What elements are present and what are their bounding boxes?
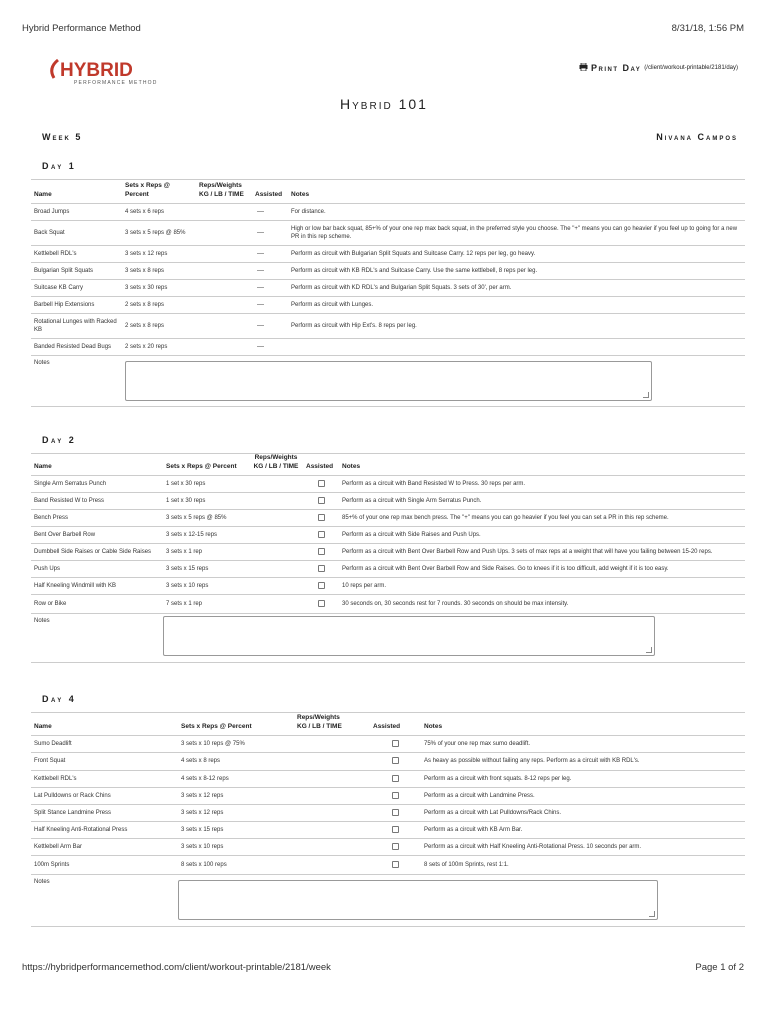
assisted-checkbox[interactable]	[392, 809, 399, 816]
exercise-notes: Perform as circuit with KB RDL's and Suitcase Carry. Use the same kettlebell, 8 reps per leg.	[288, 263, 745, 280]
exercise-name: Back Squat	[31, 221, 122, 246]
assisted-cell	[303, 527, 339, 544]
assisted-cell	[252, 339, 288, 356]
browser-page-title: Hybrid Performance Method	[22, 23, 141, 34]
print-day-label: Print Day	[590, 63, 642, 73]
exercise-name: Bench Press	[31, 510, 163, 527]
col-name: Name	[31, 180, 122, 204]
reps-weights-inputs[interactable]	[294, 839, 370, 856]
exercise-sets: 3 sets x 30 reps	[122, 280, 196, 297]
assisted-checkbox[interactable]	[318, 565, 325, 572]
assisted-cell	[370, 736, 421, 753]
reps-weights-inputs[interactable]	[196, 339, 252, 356]
assisted-checkbox[interactable]	[392, 757, 399, 764]
exercise-notes: Perform as a circuit with Single Arm Serratus Punch.	[339, 493, 745, 510]
exercise-sets: 3 sets x 12-15 reps	[163, 527, 249, 544]
day2-table	[31, 453, 745, 663]
assisted-cell	[303, 578, 339, 595]
col-sets: Sets x Reps @ Percent	[178, 713, 294, 736]
exercise-row	[31, 204, 745, 221]
exercise-row	[31, 839, 745, 856]
exercise-notes: Perform as circuit with Lunges.	[288, 297, 745, 314]
exercise-notes: 30 seconds on, 30 seconds rest for 7 rounds. 30 seconds on should be max intensity.	[339, 595, 745, 614]
exercise-notes: Perform as a circuit with front squats. 8-12 reps per leg.	[421, 771, 745, 788]
reps-weights-inputs[interactable]	[249, 578, 303, 595]
reps-weights-inputs[interactable]	[294, 822, 370, 839]
assisted-cell	[370, 771, 421, 788]
exercise-notes: 75% of your one rep max sumo deadlift.	[421, 736, 745, 753]
printer-icon	[579, 63, 588, 73]
col-reps-weights: Reps/Weights KG / LB / TIME	[294, 713, 370, 736]
day4-table	[31, 712, 745, 927]
col-assisted: Assisted	[303, 454, 339, 476]
exercise-notes: As heavy as possible without failing any reps. Perform as a circuit with KB RDL's.	[421, 753, 745, 771]
assisted-checkbox[interactable]	[392, 740, 399, 747]
logo-word: HYBRID	[60, 60, 133, 81]
exercise-sets: 3 sets x 1 rep	[163, 544, 249, 561]
exercise-name: Front Squat	[31, 753, 178, 771]
exercise-name: Split Stance Landmine Press	[31, 805, 178, 822]
exercise-notes: Perform as a circuit with Bent Over Barbell Row and Push Ups. 3 sets of max reps at a weight that will have you failing between 15-20 reps.	[339, 544, 745, 561]
page-url: https://hybridperformancemethod.com/client/workout-printable/2181/week	[22, 962, 331, 973]
reps-weights-inputs[interactable]	[294, 856, 370, 875]
exercise-row	[31, 527, 745, 544]
reps-weights-inputs[interactable]	[196, 314, 252, 339]
exercise-name: Half Kneeling Anti-Rotational Press	[31, 822, 178, 839]
logo-mark-icon	[46, 56, 166, 86]
col-notes: Notes	[288, 180, 745, 204]
exercise-row	[31, 280, 745, 297]
exercise-notes: 8 sets of 100m Sprints, rest 1:1.	[421, 856, 745, 875]
exercise-sets: 3 sets x 15 reps	[163, 561, 249, 578]
assisted-checkbox[interactable]	[318, 531, 325, 538]
exercise-notes: Perform as circuit with Hip Ext's. 8 reps per leg.	[288, 314, 745, 339]
exercise-sets: 3 sets x 12 reps	[178, 788, 294, 805]
exercise-sets: 8 sets x 100 reps	[178, 856, 294, 875]
exercise-name: Bulgarian Split Squats	[31, 263, 122, 280]
exercise-sets: 2 sets x 8 reps	[122, 314, 196, 339]
reps-weights-inputs[interactable]	[294, 788, 370, 805]
hybrid-logo[interactable]	[46, 56, 166, 86]
exercise-notes: Perform as a circuit with Band Resisted W to Press. 30 reps per arm.	[339, 476, 745, 493]
exercise-sets: 2 sets x 8 reps	[122, 297, 196, 314]
reps-weights-inputs[interactable]	[249, 527, 303, 544]
assisted-cell	[252, 314, 288, 339]
exercise-row	[31, 822, 745, 839]
col-reps-weights: Reps/Weights KG / LB / TIME	[249, 454, 303, 476]
assisted-checkbox[interactable]: —	[257, 301, 264, 309]
assisted-cell	[252, 204, 288, 221]
assisted-checkbox[interactable]: —	[257, 322, 264, 330]
exercise-notes	[288, 339, 745, 356]
assisted-cell	[303, 476, 339, 493]
exercise-notes: Perform as a circuit with Lat Pulldowns/Rack Chins.	[421, 805, 745, 822]
exercise-row	[31, 595, 745, 614]
assisted-cell	[303, 544, 339, 561]
exercise-row	[31, 578, 745, 595]
exercise-name: Kettlebell Arm Bar	[31, 839, 178, 856]
exercise-notes: Perform as a circuit with Bent Over Barbell Row and Side Raises. Go to knees if it is too difficult, add weight if it is too easy.	[339, 561, 745, 578]
assisted-cell	[370, 753, 421, 771]
reps-weights-inputs[interactable]	[249, 493, 303, 510]
assisted-checkbox[interactable]	[318, 514, 325, 521]
logo-subtitle: PERFORMANCE METHOD	[74, 80, 158, 86]
col-sets: Sets x Reps @ Percent	[163, 454, 249, 476]
reps-weights-inputs[interactable]	[249, 476, 303, 493]
reps-weights-inputs[interactable]	[249, 544, 303, 561]
exercise-notes: Perform as circuit with KD RDL's and Bulgarian Split Squats. 3 sets of 30', per arm.	[288, 280, 745, 297]
exercise-name: Bent Over Barbell Row	[31, 527, 163, 544]
exercise-sets: 4 sets x 6 reps	[122, 204, 196, 221]
resize-grip-icon	[643, 392, 649, 398]
exercise-row	[31, 339, 745, 356]
assisted-checkbox[interactable]: —	[257, 208, 264, 216]
exercise-name: Band Resisted W to Press	[31, 493, 163, 510]
exercise-row	[31, 493, 745, 510]
exercise-row	[31, 314, 745, 339]
exercise-sets: 3 sets x 12 reps	[122, 246, 196, 263]
exercise-sets: 3 sets x 12 reps	[178, 805, 294, 822]
exercise-sets: 3 sets x 10 reps @ 75%	[178, 736, 294, 753]
exercise-sets: 4 sets x 8 reps	[178, 753, 294, 771]
page-number: Page 1 of 2	[695, 962, 744, 973]
reps-weights-inputs[interactable]	[294, 753, 370, 771]
exercise-row	[31, 771, 745, 788]
assisted-checkbox[interactable]: —	[257, 284, 264, 292]
col-notes: Notes	[421, 713, 745, 736]
assisted-checkbox[interactable]	[392, 826, 399, 833]
exercise-row	[31, 476, 745, 493]
exercise-name: Barbell Hip Extensions	[31, 297, 122, 314]
resize-grip-icon	[646, 647, 652, 653]
assisted-checkbox[interactable]	[392, 861, 399, 868]
exercise-sets: 1 set x 30 reps	[163, 493, 249, 510]
day4-notes-textarea[interactable]	[178, 880, 658, 920]
assisted-checkbox[interactable]: —	[257, 343, 264, 351]
day4-label: Day 4	[42, 694, 77, 704]
exercise-notes: Perform as circuit with Bulgarian Split Squats and Suitcase Carry. 12 reps per leg, go heavy.	[288, 246, 745, 263]
exercise-name: Suitcase KB Carry	[31, 280, 122, 297]
assisted-checkbox[interactable]: —	[257, 229, 264, 237]
exercise-row	[31, 856, 745, 875]
exercise-name: Half Kneeling Windmill with KB	[31, 578, 163, 595]
exercise-row	[31, 788, 745, 805]
exercise-sets: 2 sets x 20 reps	[122, 339, 196, 356]
assisted-checkbox[interactable]	[392, 792, 399, 799]
reps-weights-inputs[interactable]	[196, 263, 252, 280]
reps-weights-inputs[interactable]	[249, 561, 303, 578]
exercise-sets: 3 sets x 15 reps	[178, 822, 294, 839]
reps-weights-inputs[interactable]	[294, 805, 370, 822]
assisted-checkbox[interactable]	[318, 600, 325, 607]
exercise-sets: 3 sets x 5 reps @ 85%	[122, 221, 196, 246]
assisted-cell	[252, 221, 288, 246]
exercise-row	[31, 510, 745, 527]
exercise-name: Broad Jumps	[31, 204, 122, 221]
assisted-cell	[303, 510, 339, 527]
reps-weights-inputs[interactable]	[196, 246, 252, 263]
assisted-cell	[370, 788, 421, 805]
program-title: Hybrid 101	[340, 96, 428, 112]
col-sets: Sets x Reps @ Percent	[122, 180, 196, 204]
exercise-row	[31, 753, 745, 771]
print-day-path: (/client/workout-printable/2181/day)	[644, 65, 738, 71]
exercise-name: Rotational Lunges with Racked KB	[31, 314, 122, 339]
exercise-name: Single Arm Serratus Punch	[31, 476, 163, 493]
exercise-name: Kettlebell RDL's	[31, 771, 178, 788]
day1-table	[31, 179, 745, 407]
exercise-row	[31, 544, 745, 561]
exercise-sets: 3 sets x 5 reps @ 85%	[163, 510, 249, 527]
exercise-row	[31, 736, 745, 753]
assisted-cell	[303, 595, 339, 614]
col-name: Name	[31, 454, 163, 476]
assisted-cell	[370, 856, 421, 875]
exercise-row	[31, 263, 745, 280]
exercise-name: Sumo Deadlift	[31, 736, 178, 753]
assisted-cell	[370, 822, 421, 839]
exercise-row	[31, 561, 745, 578]
exercise-row	[31, 805, 745, 822]
exercise-sets: 3 sets x 8 reps	[122, 263, 196, 280]
assisted-cell	[370, 805, 421, 822]
print-day-link[interactable]	[579, 63, 738, 73]
exercise-name: Kettlebell RDL's	[31, 246, 122, 263]
col-notes: Notes	[339, 454, 745, 476]
assisted-cell	[252, 263, 288, 280]
assisted-cell	[252, 246, 288, 263]
assisted-cell	[252, 297, 288, 314]
exercise-notes: 10 reps per arm.	[339, 578, 745, 595]
day1-notes-label: Notes	[31, 356, 122, 407]
exercise-name: Push Ups	[31, 561, 163, 578]
exercise-notes: 85+% of your one rep max bench press. The "+" means you can go heavier if you feel you can set a PR in this rep scheme.	[339, 510, 745, 527]
assisted-checkbox[interactable]: —	[257, 250, 264, 258]
day2-notes-textarea[interactable]	[163, 616, 655, 656]
exercise-name: Dumbbell Side Raises or Cable Side Raises	[31, 544, 163, 561]
exercise-row	[31, 246, 745, 263]
assisted-cell	[303, 493, 339, 510]
assisted-cell	[252, 280, 288, 297]
print-datetime: 8/31/18, 1:56 PM	[671, 23, 744, 34]
client-name: Nivana Campos	[656, 132, 738, 142]
assisted-checkbox[interactable]	[318, 548, 325, 555]
exercise-notes: Perform as a circuit with Landmine Press.	[421, 788, 745, 805]
day2-label: Day 2	[42, 435, 77, 445]
day4-notes-label: Notes	[31, 875, 178, 927]
exercise-name: Row or Bike	[31, 595, 163, 614]
reps-weights-inputs[interactable]	[196, 280, 252, 297]
exercise-sets: 3 sets x 10 reps	[163, 578, 249, 595]
exercise-name: Lat Pulldowns or Rack Chins	[31, 788, 178, 805]
assisted-checkbox[interactable]: —	[257, 267, 264, 275]
exercise-name: Banded Resisted Dead Bugs	[31, 339, 122, 356]
assisted-checkbox[interactable]	[318, 582, 325, 589]
reps-weights-inputs[interactable]	[196, 221, 252, 246]
exercise-sets: 3 sets x 10 reps	[178, 839, 294, 856]
week-label: Week 5	[42, 132, 83, 142]
day1-notes-textarea[interactable]	[125, 361, 652, 401]
col-assisted: Assisted	[252, 180, 288, 204]
exercise-sets: 7 sets x 1 rep	[163, 595, 249, 614]
exercise-row	[31, 221, 745, 246]
exercise-notes: Perform as a circuit with Side Raises and Push Ups.	[339, 527, 745, 544]
exercise-notes: High or low bar back squat, 85+% of your one rep max back squat, in the preferred style you choose. The "+" means you can go heavier if you feel up to going for a new PR in this rep scheme.	[288, 221, 745, 246]
col-reps-weights: Reps/Weights KG / LB / TIME	[196, 180, 252, 204]
exercise-notes: Perform as a circuit with Half Kneeling Anti-Rotational Press. 10 seconds per arm.	[421, 839, 745, 856]
reps-weights-inputs[interactable]	[294, 736, 370, 753]
assisted-cell	[303, 561, 339, 578]
exercise-sets: 4 sets x 8-12 reps	[178, 771, 294, 788]
exercise-notes: Perform as a circuit with KB Arm Bar.	[421, 822, 745, 839]
reps-weights-inputs[interactable]	[196, 297, 252, 314]
assisted-checkbox[interactable]	[318, 497, 325, 504]
assisted-cell	[370, 839, 421, 856]
day2-notes-label: Notes	[31, 614, 163, 663]
assisted-checkbox[interactable]	[318, 480, 325, 487]
exercise-name: 100m Sprints	[31, 856, 178, 875]
col-assisted: Assisted	[370, 713, 421, 736]
assisted-checkbox[interactable]	[392, 775, 399, 782]
reps-weights-inputs[interactable]	[249, 510, 303, 527]
exercise-sets: 1 set x 30 reps	[163, 476, 249, 493]
reps-weights-inputs[interactable]	[249, 595, 303, 614]
resize-grip-icon	[649, 911, 655, 917]
day1-label: Day 1	[42, 161, 77, 171]
assisted-checkbox[interactable]	[392, 843, 399, 850]
exercise-notes: For distance.	[288, 204, 745, 221]
col-name: Name	[31, 713, 178, 736]
reps-weights-inputs[interactable]	[196, 204, 252, 221]
exercise-row	[31, 297, 745, 314]
reps-weights-inputs[interactable]	[294, 771, 370, 788]
